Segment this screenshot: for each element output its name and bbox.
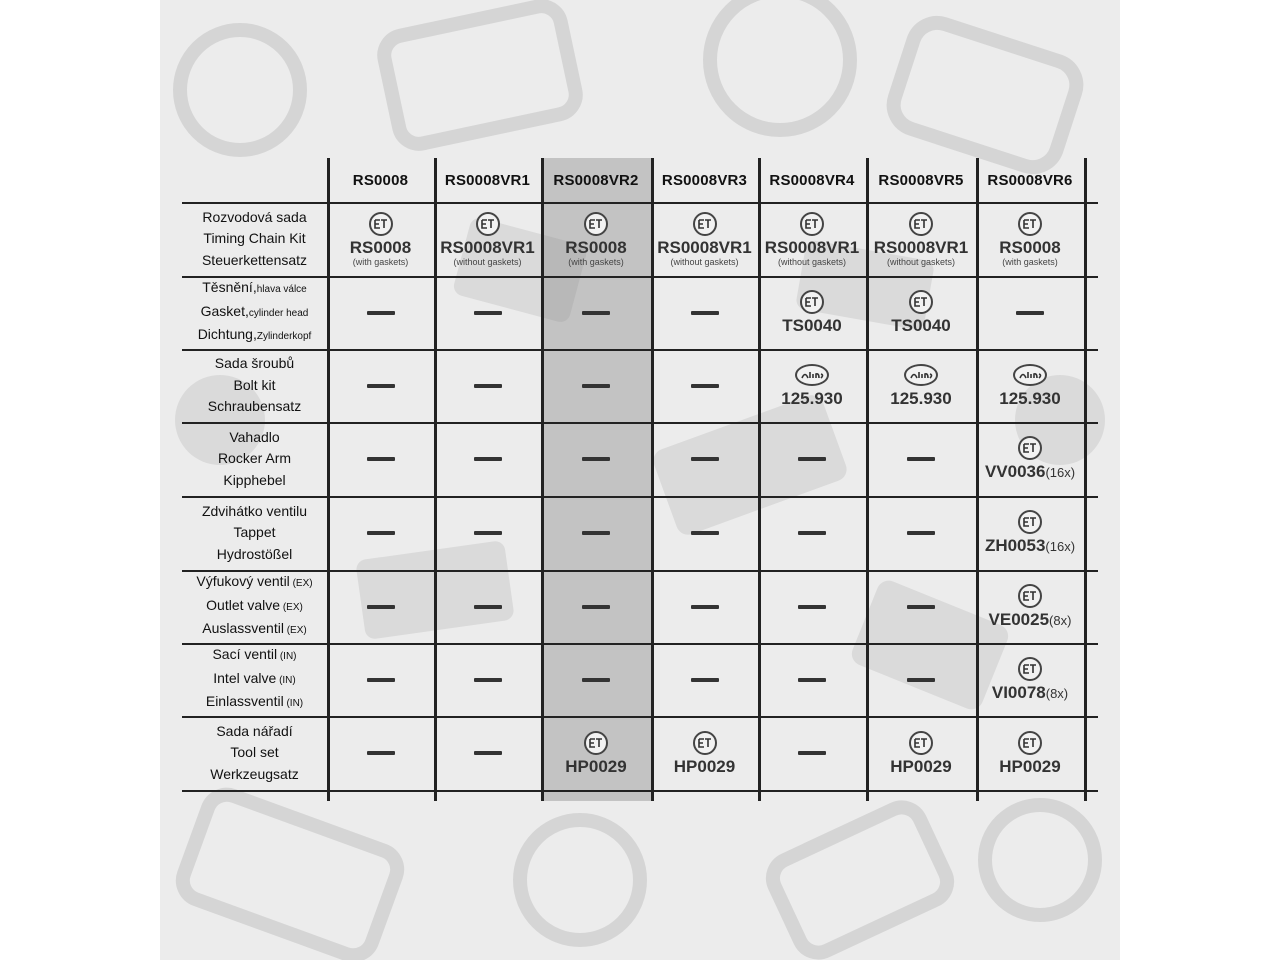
et-logo xyxy=(909,212,933,236)
not-included-dash xyxy=(474,678,502,682)
row-label-line xyxy=(198,324,312,348)
part-code xyxy=(765,239,860,257)
elring-logo xyxy=(1013,364,1047,386)
table-cell xyxy=(651,716,758,790)
table-cell xyxy=(758,276,866,349)
row-label-line xyxy=(203,228,305,250)
table-cell xyxy=(866,276,976,349)
part-code xyxy=(890,758,951,776)
part-code xyxy=(992,684,1068,703)
table-cell xyxy=(434,716,541,790)
et-logo xyxy=(1018,731,1042,755)
table-cell xyxy=(866,496,976,570)
row-label-main: Dichtung, xyxy=(197,326,257,343)
table-cell xyxy=(434,643,541,716)
row-label-main: Auslassventil xyxy=(202,620,284,637)
table-cell xyxy=(866,716,976,790)
not-included-dash xyxy=(1016,311,1044,315)
row-label-line xyxy=(230,742,278,764)
part-code xyxy=(999,758,1060,776)
part-number: TS0040 xyxy=(891,316,951,335)
table-cell xyxy=(541,276,651,349)
part-note: (with gaskets) xyxy=(352,256,409,267)
row-label-line xyxy=(196,571,312,595)
table-cell xyxy=(327,422,434,496)
table-cell xyxy=(327,570,434,643)
table-cell xyxy=(866,422,976,496)
not-included-dash xyxy=(691,678,719,682)
not-included-dash xyxy=(798,678,826,682)
not-included-dash xyxy=(582,678,610,682)
part-number: RS0008VR1 xyxy=(440,237,535,257)
row-label-main: Tappet xyxy=(233,524,276,541)
table-cell xyxy=(758,643,866,716)
part-note: (with gaskets) xyxy=(568,256,624,267)
row-label xyxy=(182,276,327,349)
row-label-main: Steuerkettensatz xyxy=(201,251,308,268)
row-label-main: Bolt kit xyxy=(233,376,276,393)
table-cell xyxy=(541,349,651,422)
table-cell xyxy=(434,202,541,276)
row-label-line xyxy=(212,644,296,668)
row-label-note: (EX) xyxy=(283,625,307,637)
row-label-line xyxy=(202,207,306,229)
column-header: RS0008VR2 xyxy=(553,171,639,189)
table-cell xyxy=(651,496,758,570)
part-number: 125.930 xyxy=(890,388,952,408)
not-included-dash xyxy=(907,605,935,609)
table-cell xyxy=(976,276,1084,349)
row-label xyxy=(182,643,327,716)
part-number: VV0036 xyxy=(984,462,1046,481)
part-quantity: (8x) xyxy=(1045,685,1069,701)
not-included-dash xyxy=(474,311,502,315)
part-number: VI0078 xyxy=(991,682,1046,702)
not-included-dash xyxy=(582,384,610,388)
table-cell xyxy=(651,570,758,643)
row-label-line xyxy=(206,691,303,715)
column-header: RS0008 xyxy=(352,171,409,189)
row-label-main: Outlet valve xyxy=(206,596,281,613)
not-included-dash xyxy=(367,457,395,461)
not-included-dash xyxy=(367,678,395,682)
row-label-line xyxy=(201,301,309,325)
grid-vertical-line xyxy=(1084,158,1087,801)
part-code xyxy=(999,239,1060,257)
part-number: HP0029 xyxy=(565,756,627,776)
elring-logo xyxy=(795,364,829,386)
row-label xyxy=(182,570,327,643)
part-code xyxy=(674,758,735,776)
column-header: RS0008VR3 xyxy=(661,171,748,189)
part-number: RS0008 xyxy=(565,237,627,257)
table-cell xyxy=(976,202,1084,276)
not-included-dash xyxy=(367,605,395,609)
part-number: HP0029 xyxy=(890,756,952,776)
table-cell xyxy=(541,716,651,790)
part-number: RS0008VR1 xyxy=(657,237,752,257)
row-label-line xyxy=(202,501,307,523)
part-code xyxy=(565,239,626,257)
table-cell xyxy=(541,570,651,643)
grid-horizontal-line xyxy=(182,790,1098,792)
part-code xyxy=(781,390,842,408)
row-label-line xyxy=(202,250,307,272)
part-number: 125.930 xyxy=(999,388,1061,408)
row-label-main: Vahadlo xyxy=(229,428,280,445)
part-code xyxy=(985,463,1075,482)
row-label-note: (IN) xyxy=(277,651,297,663)
et-logo xyxy=(1018,657,1042,681)
table-cell xyxy=(866,643,976,716)
row-label-note: Zylinderkopf xyxy=(256,331,312,343)
table-cell xyxy=(327,276,434,349)
row-label-main: Výfukový ventil xyxy=(196,573,290,590)
not-included-dash xyxy=(582,605,610,609)
et-logo xyxy=(800,212,824,236)
row-label-main: Sada nářadí xyxy=(216,722,293,739)
table-cell xyxy=(541,202,651,276)
part-quantity: (8x) xyxy=(1049,612,1072,628)
table-cell xyxy=(758,422,866,496)
table-cell xyxy=(976,422,1084,496)
not-included-dash xyxy=(474,457,502,461)
not-included-dash xyxy=(582,531,610,535)
row-label-main: Těsnění, xyxy=(202,279,257,296)
part-number: RS0008VR1 xyxy=(764,237,860,257)
not-included-dash xyxy=(367,751,395,755)
table-cell xyxy=(758,716,866,790)
table-cell xyxy=(651,202,758,276)
et-logo xyxy=(584,731,608,755)
row-label-line xyxy=(233,375,275,397)
table-cell xyxy=(651,276,758,349)
elring-logo xyxy=(904,364,938,386)
row-label-note: cylinder head xyxy=(248,307,309,319)
column-header: RS0008VR1 xyxy=(444,171,531,189)
part-quantity: (16x) xyxy=(1045,465,1076,480)
et-logo xyxy=(1018,510,1042,534)
table-cell xyxy=(327,716,434,790)
not-included-dash xyxy=(367,311,395,315)
et-logo xyxy=(1018,584,1042,608)
row-label-line xyxy=(213,668,296,692)
row-label-note: (EX) xyxy=(280,601,303,613)
table-cell xyxy=(976,496,1084,570)
not-included-dash xyxy=(907,457,935,461)
column-header: RS0008VR4 xyxy=(769,171,855,189)
table-cell xyxy=(434,349,541,422)
part-code xyxy=(657,239,752,257)
not-included-dash xyxy=(691,605,719,609)
part-code xyxy=(782,317,842,335)
part-code xyxy=(874,239,969,257)
part-code xyxy=(989,611,1072,630)
not-included-dash xyxy=(798,751,826,755)
row-label-main: Rocker Arm xyxy=(217,450,292,467)
row-label xyxy=(182,422,327,496)
part-number: RS0008VR1 xyxy=(873,237,969,257)
row-label-line xyxy=(206,595,303,619)
table-cell xyxy=(434,570,541,643)
row-label-main: Schraubensatz xyxy=(207,398,302,415)
not-included-dash xyxy=(691,384,719,388)
not-included-dash xyxy=(691,311,719,315)
row-label-main: Werkzeugsatz xyxy=(210,765,299,782)
not-included-dash xyxy=(474,384,502,388)
not-included-dash xyxy=(907,678,935,682)
part-number: VE0025 xyxy=(988,609,1050,629)
part-note: (without gaskets) xyxy=(777,256,847,267)
row-label-main: Rozvodová sada xyxy=(202,208,307,225)
part-number: TS0040 xyxy=(782,316,842,335)
table-cell xyxy=(758,496,866,570)
table-cell xyxy=(434,422,541,496)
not-included-dash xyxy=(474,751,502,755)
et-logo xyxy=(693,212,717,236)
column-header: RS0008VR5 xyxy=(878,171,964,189)
table-cell xyxy=(866,570,976,643)
table-cell xyxy=(327,202,434,276)
not-included-dash xyxy=(474,531,502,535)
not-included-dash xyxy=(907,531,935,535)
row-label-line xyxy=(223,470,285,492)
table-cell xyxy=(327,349,434,422)
row-label-line xyxy=(233,522,275,544)
part-note: (without gaskets) xyxy=(453,256,522,267)
not-included-dash xyxy=(582,457,610,461)
et-logo xyxy=(476,212,500,236)
table-cell xyxy=(976,570,1084,643)
row-label-main: Kipphebel xyxy=(223,471,286,488)
not-included-dash xyxy=(474,605,502,609)
not-included-dash xyxy=(798,605,826,609)
part-code xyxy=(440,239,535,257)
table-cell xyxy=(651,349,758,422)
row-label-line xyxy=(218,448,291,470)
not-included-dash xyxy=(798,457,826,461)
row-label-line xyxy=(215,353,294,375)
column-header: RS0008VR6 xyxy=(987,171,1073,189)
row-label-line xyxy=(210,764,298,786)
et-logo xyxy=(800,290,824,314)
row-label-main: Gasket, xyxy=(200,302,249,319)
part-note: (without gaskets) xyxy=(670,256,739,267)
et-logo xyxy=(909,290,933,314)
table-cell xyxy=(327,496,434,570)
table-cell xyxy=(434,496,541,570)
table-cell xyxy=(651,643,758,716)
table-cell xyxy=(541,643,651,716)
row-label-line xyxy=(202,277,307,301)
part-code xyxy=(350,239,411,257)
part-code xyxy=(891,317,951,335)
not-included-dash xyxy=(691,531,719,535)
table-cell xyxy=(866,202,976,276)
table-cell xyxy=(976,716,1084,790)
part-code xyxy=(999,390,1060,408)
part-number: ZH0053 xyxy=(984,536,1046,555)
row-label-line xyxy=(208,396,301,418)
not-included-dash xyxy=(367,531,395,535)
row-label-line xyxy=(216,721,292,743)
row-label-note: hlava válce xyxy=(256,284,307,296)
row-label-main: Einlassventil xyxy=(205,693,284,710)
row-label-line xyxy=(217,544,292,566)
row-label-note: (IN) xyxy=(276,674,296,686)
row-label xyxy=(182,349,327,422)
not-included-dash xyxy=(367,384,395,388)
not-included-dash xyxy=(582,311,610,315)
et-logo xyxy=(693,731,717,755)
et-logo xyxy=(909,731,933,755)
table-cell xyxy=(434,276,541,349)
row-label-main: Intel valve xyxy=(213,669,277,686)
row-label-main: Sada šroubů xyxy=(214,355,295,372)
row-label-main: Timing Chain Kit xyxy=(203,230,306,247)
et-logo xyxy=(584,212,608,236)
row-label-main: Zdvihátko ventilu xyxy=(201,502,308,519)
part-note: (without gaskets) xyxy=(886,256,956,267)
part-note: (with gaskets) xyxy=(1002,256,1058,267)
table-cell xyxy=(541,422,651,496)
part-number: RS0008 xyxy=(999,237,1061,257)
part-number: HP0029 xyxy=(673,756,736,776)
table-cell xyxy=(541,496,651,570)
row-label xyxy=(182,202,327,276)
table-cell xyxy=(976,349,1084,422)
table-cell xyxy=(327,643,434,716)
row-label xyxy=(182,716,327,790)
part-code xyxy=(890,390,951,408)
part-quantity: (16x) xyxy=(1045,539,1076,554)
part-number: 125.930 xyxy=(781,388,843,408)
not-included-dash xyxy=(798,531,826,535)
row-label-note: (IN) xyxy=(283,698,304,710)
table-cell xyxy=(651,422,758,496)
row-label-line xyxy=(202,618,306,642)
row-label-main: Hydrostößel xyxy=(216,545,293,562)
row-label-main: Tool set xyxy=(230,744,279,761)
table-cell xyxy=(758,570,866,643)
row-label-line xyxy=(229,427,279,449)
et-logo xyxy=(1018,212,1042,236)
part-code xyxy=(985,537,1075,556)
not-included-dash xyxy=(691,457,719,461)
part-code xyxy=(565,758,626,776)
et-logo xyxy=(369,212,393,236)
table-cell xyxy=(758,349,866,422)
row-label-note: (EX) xyxy=(289,578,313,590)
table-cell xyxy=(758,202,866,276)
part-number: HP0029 xyxy=(999,756,1061,776)
row-label xyxy=(182,496,327,570)
table-cell xyxy=(976,643,1084,716)
part-number: RS0008 xyxy=(349,237,412,257)
table-cell xyxy=(866,349,976,422)
row-label-main: Sací ventil xyxy=(212,646,278,663)
et-logo xyxy=(1018,436,1042,460)
